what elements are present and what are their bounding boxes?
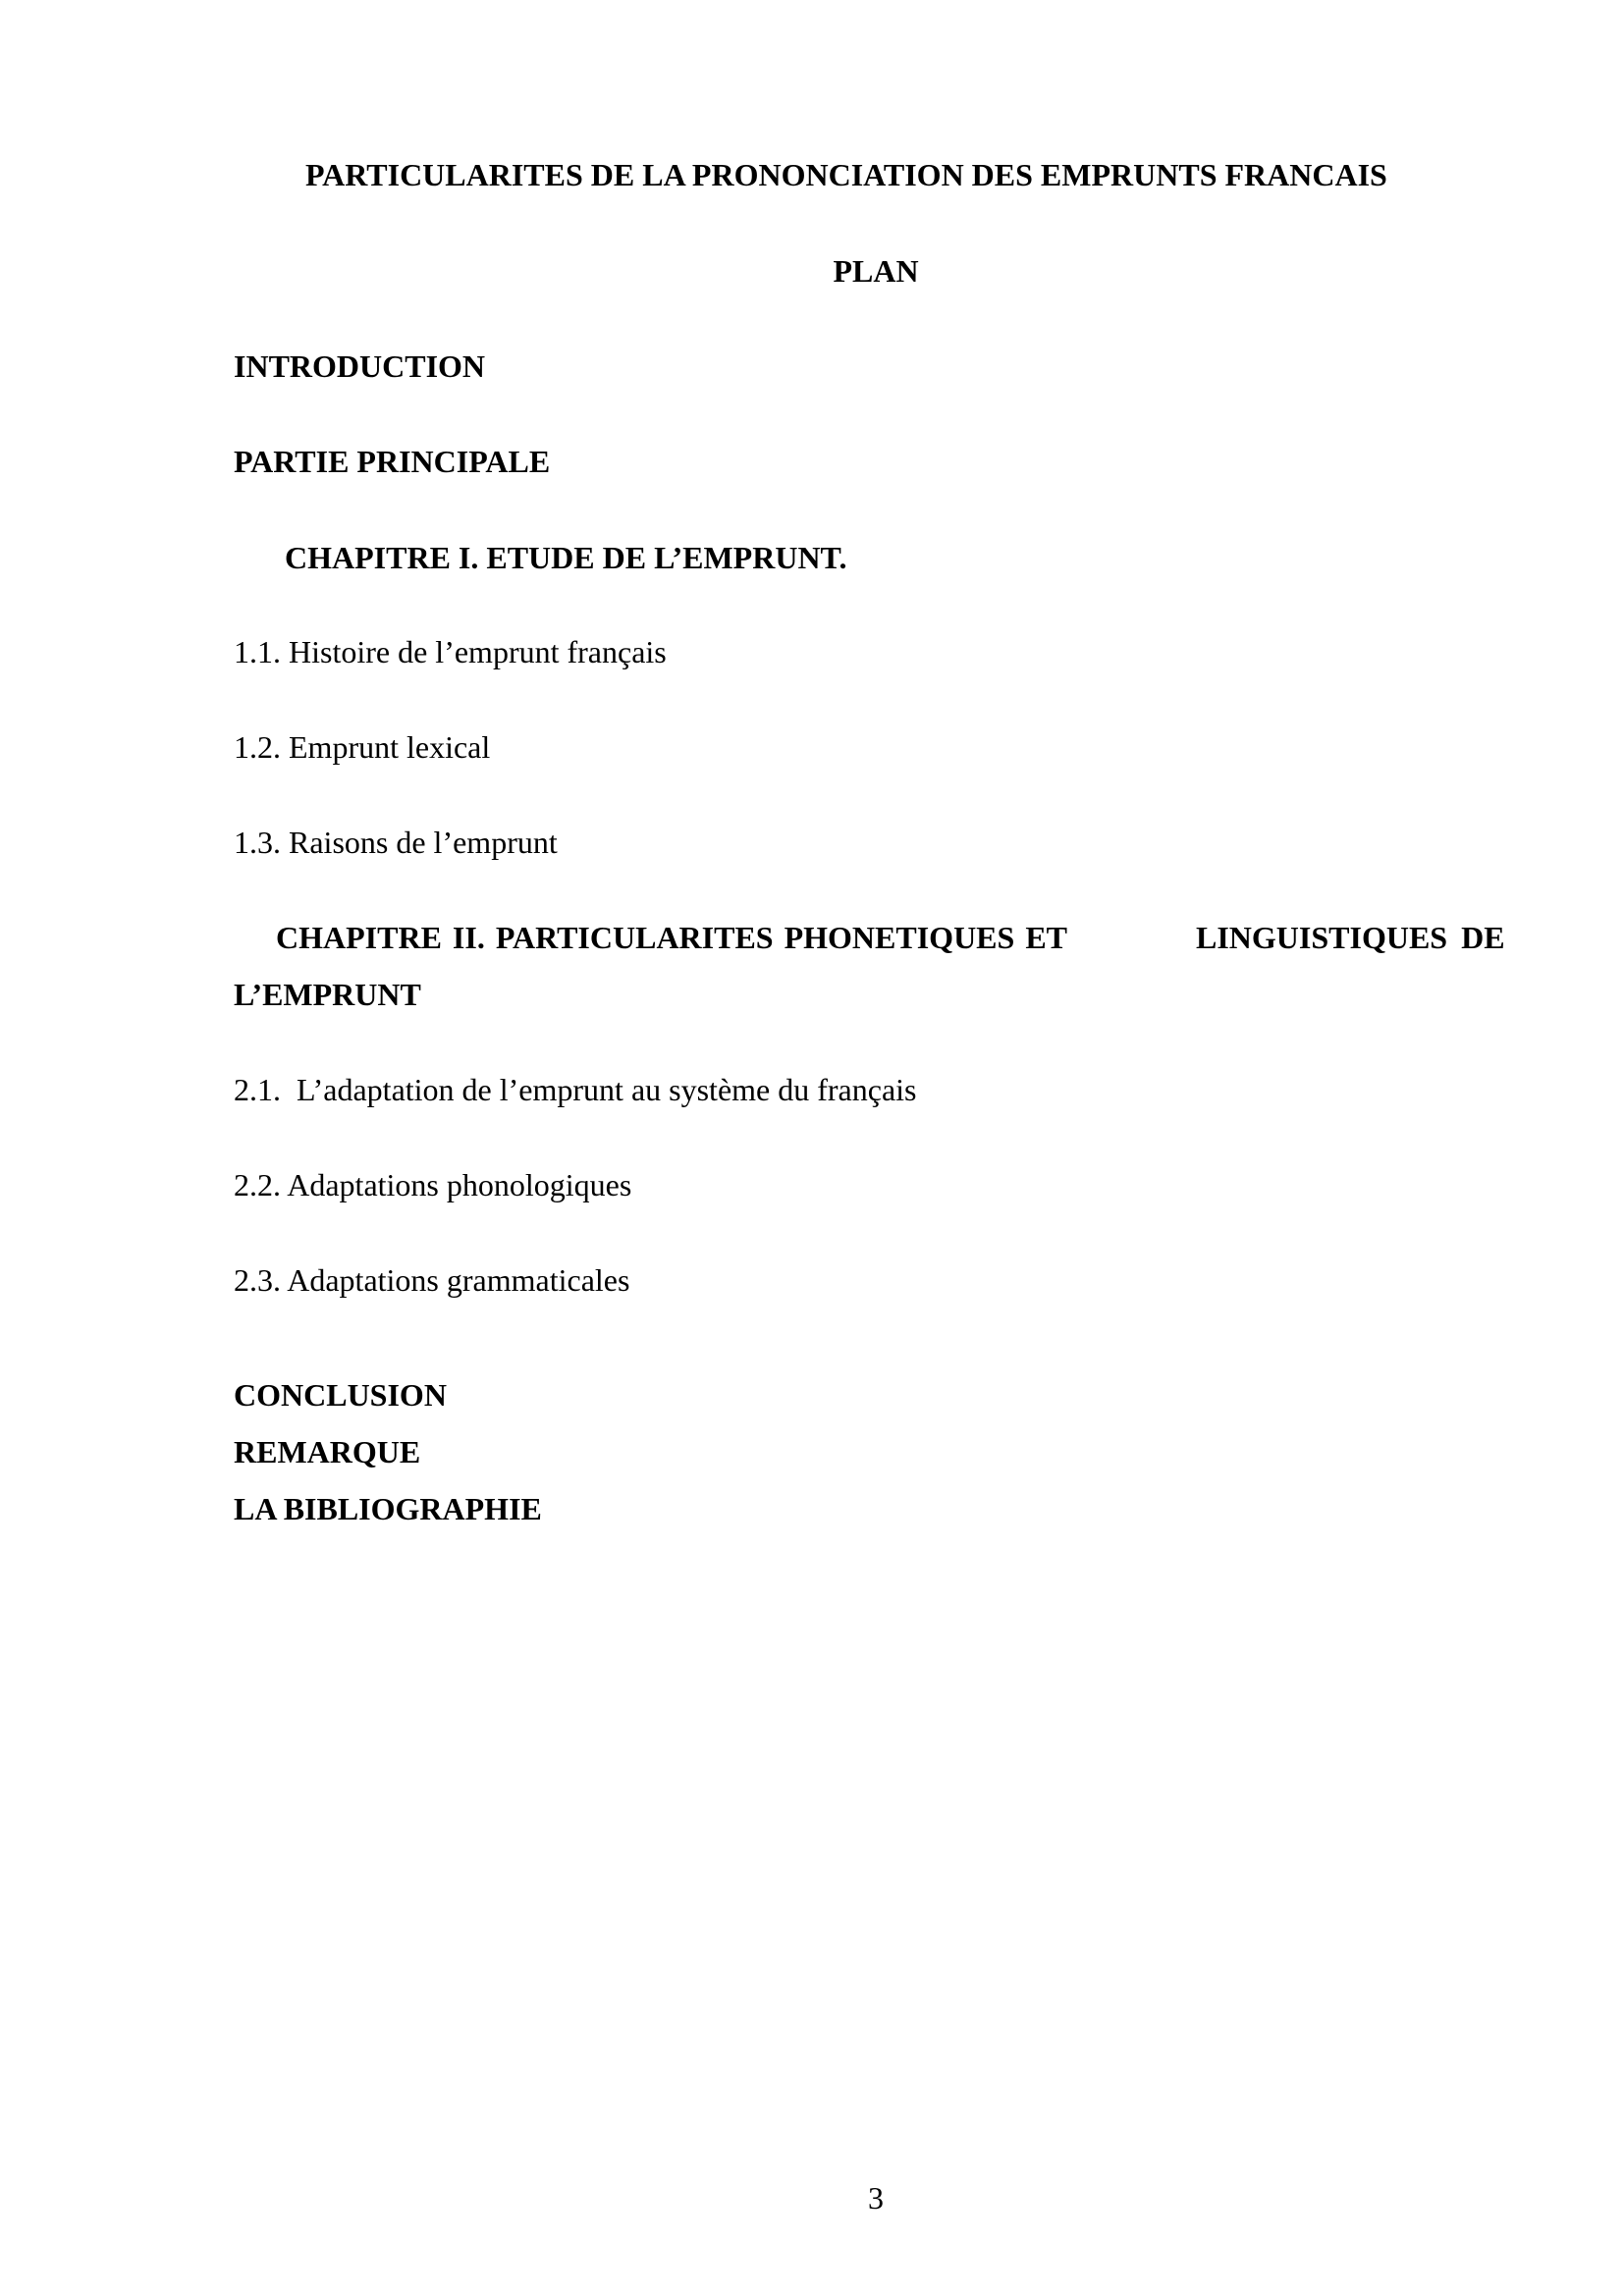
section-2-1: 2.1. L’adaptation de l’emprunt au système du français [234,1072,917,1107]
plan-heading: PLAN [833,253,919,289]
bibliography-heading: LA BIBLIOGRAPHIE [234,1491,542,1526]
section-1-1: 1.1. Histoire de l’emprunt français [234,634,667,669]
chapter-1-heading: CHAPITRE I. ETUDE DE L’EMPRUNT. [285,540,847,575]
section-1-3: 1.3. Raisons de l’emprunt [234,825,558,860]
chapter-2-heading-part-2: LINGUISTIQUES DE [1196,920,1505,955]
introduction-heading: INTRODUCTION [234,348,486,384]
section-2-2: 2.2. Adaptations phonologiques [234,1167,632,1202]
page-number: 3 [868,2180,884,2216]
section-1-2: 1.2. Emprunt lexical [234,729,491,765]
section-2-3: 2.3. Adaptations grammaticales [234,1262,630,1298]
chapter-2-heading-part-3: L’EMPRUNT [234,977,421,1012]
document-title: PARTICULARITES DE LA PRONONCIATION DES EMPRUNTS FRANCAIS [305,157,1387,192]
conclusion-heading: CONCLUSION [234,1377,447,1413]
main-part-heading: PARTIE PRINCIPALE [234,444,551,479]
chapter-2-heading-part-1: CHAPITRE II. PARTICULARITES PHONETIQUES ET [276,920,1067,955]
remark-heading: REMARQUE [234,1434,421,1469]
